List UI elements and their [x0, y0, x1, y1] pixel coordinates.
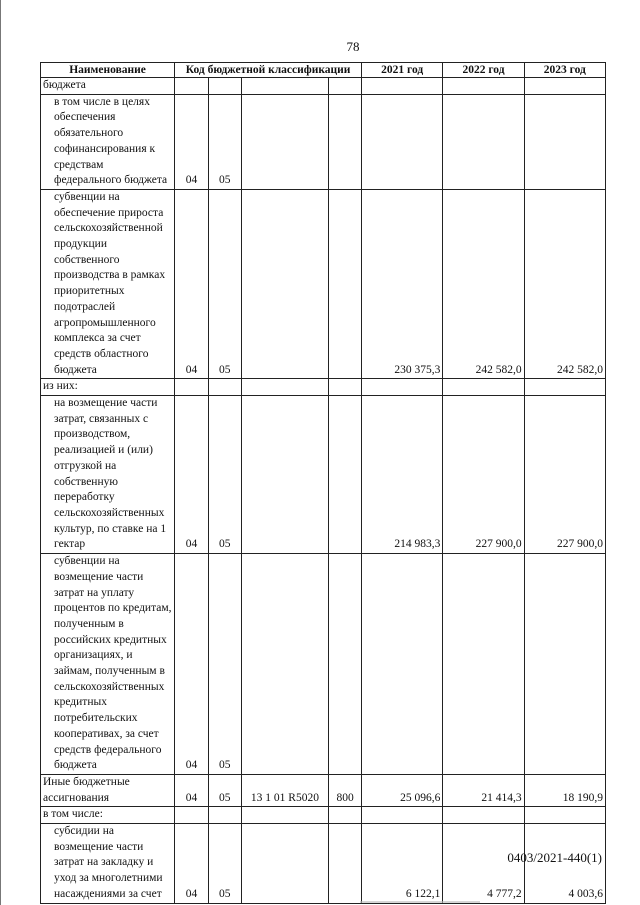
cell-2022: 4 777,2: [443, 824, 524, 904]
cell-2021: [362, 554, 443, 775]
cell-target-article: [241, 189, 329, 378]
cell-name: [41, 379, 175, 396]
cell-2022: 242 582,0: [443, 189, 524, 378]
cell-subsection: 05: [208, 554, 241, 775]
cell-subsection: 05: [208, 396, 241, 554]
cell-2022: [443, 78, 524, 95]
cell-expense-type: [329, 396, 362, 554]
table-row: [41, 554, 606, 775]
cell-section: 04: [175, 94, 209, 189]
cell-expense-type: [329, 189, 362, 378]
cell-target-article: [241, 78, 329, 95]
cell-subsection: 05: [208, 824, 241, 904]
cell-target-article: [241, 824, 329, 904]
cell-expense-type: [329, 807, 362, 824]
header-name: Наименование: [41, 63, 175, 78]
cell-target-article: [241, 396, 329, 554]
header-code: Код бюджетной классификации: [175, 63, 362, 78]
table-header-row: [41, 63, 606, 78]
table-body: [41, 78, 606, 904]
cell-subsection: [208, 807, 241, 824]
cell-name: [41, 396, 175, 554]
budget-table: [40, 62, 606, 904]
cell-section: [175, 807, 209, 824]
row-label: Иные бюджетные ассигнования: [43, 775, 130, 804]
row-label: субвенции на обеспечение прироста сельскохозяйственной продукции собственного производства в рамках приоритетных подотраслей агропромышленного комплекса за счет средств областного бюджета: [54, 190, 166, 376]
cell-subsection: [208, 78, 241, 95]
cell-section: 04: [175, 396, 209, 554]
cell-2021: 230 375,3: [362, 189, 443, 378]
cell-subsection: 05: [208, 189, 241, 378]
cell-2021: 25 096,6: [362, 774, 443, 806]
cell-target-article: [241, 379, 329, 396]
cell-section: 04: [175, 554, 209, 775]
cell-2021: 6 122,1: [362, 824, 443, 904]
cell-name: [41, 824, 175, 904]
cell-expense-type: [329, 824, 362, 904]
cell-name: [41, 78, 175, 95]
row-label: бюджета: [43, 79, 86, 91]
cell-2023: [524, 554, 605, 775]
cell-name: [41, 807, 175, 824]
cell-2022: [443, 379, 524, 396]
cell-2023: [524, 807, 605, 824]
cell-2023: [524, 379, 605, 396]
cell-section: 04: [175, 824, 209, 904]
cell-name: [41, 774, 175, 806]
cell-2021: [362, 807, 443, 824]
cell-2021: [362, 94, 443, 189]
row-label: из них:: [43, 380, 78, 393]
cell-section: 04: [175, 189, 209, 378]
cell-expense-type: [329, 78, 362, 95]
table-row: [41, 189, 606, 378]
row-label: в том числе в целях обеспечения обязательного софинансирования к средствам федерального бюджета: [54, 95, 168, 187]
cell-target-article: [241, 94, 329, 189]
scan-artifact: [360, 901, 480, 903]
row-label: на возмещение части затрат, связанных с производством, реализацией и (или) отгрузкой на собственную переработку сельскохозяйственных культур, по ставке на 1 гектар: [54, 397, 167, 551]
table-row: [41, 774, 606, 806]
cell-name: [41, 94, 175, 189]
cell-2023: 242 582,0: [524, 189, 605, 378]
row-label: субвенции на возмещение части затрат на уплату процентов по кредитам, полученным в российских кредитных организациях, и займам, полученным в сельскохозяйственных кредитных потребительских кооперативах, за счет средств федерального бюджета: [54, 555, 172, 772]
header-2023: 2023 год: [524, 63, 605, 78]
table-row: [41, 396, 606, 554]
cell-2022: 21 414,3: [443, 774, 524, 806]
table-row: [41, 807, 606, 824]
cell-expense-type: 800: [329, 774, 362, 806]
cell-subsection: 05: [208, 94, 241, 189]
cell-expense-type: [329, 379, 362, 396]
cell-section: [175, 379, 209, 396]
cell-section: [175, 78, 209, 95]
cell-subsection: [208, 379, 241, 396]
cell-name: [41, 554, 175, 775]
cell-2023: [524, 78, 605, 95]
cell-2022: [443, 94, 524, 189]
cell-expense-type: [329, 554, 362, 775]
cell-2021: 214 983,3: [362, 396, 443, 554]
cell-2023: 227 900,0: [524, 396, 605, 554]
cell-target-article: 13 1 01 R5020: [241, 774, 329, 806]
scan-edge-line: [0, 0, 1, 905]
cell-2023: 18 190,9: [524, 774, 605, 806]
cell-target-article: [241, 807, 329, 824]
header-2021: 2021 год: [362, 63, 443, 78]
cell-2023: 4 003,6: [524, 824, 605, 904]
cell-expense-type: [329, 94, 362, 189]
table-row: [41, 94, 606, 189]
cell-2022: 227 900,0: [443, 396, 524, 554]
cell-2023: [524, 94, 605, 189]
cell-name: [41, 189, 175, 378]
document-id: 0403/2021-440(1): [507, 850, 602, 865]
cell-2021: [362, 78, 443, 95]
cell-section: 04: [175, 774, 209, 806]
page-number: 78: [346, 39, 360, 54]
row-label: субсидии на возмещение части затрат на закладку и уход за многолетними насаждениями за счет: [54, 825, 163, 900]
header-2022: 2022 год: [443, 63, 524, 78]
cell-target-article: [241, 554, 329, 775]
cell-2022: [443, 807, 524, 824]
table-row: [41, 379, 606, 396]
cell-2021: [362, 379, 443, 396]
table-row: [41, 78, 606, 95]
row-label: в том числе:: [43, 808, 103, 821]
cell-2022: [443, 554, 524, 775]
cell-subsection: 05: [208, 774, 241, 806]
